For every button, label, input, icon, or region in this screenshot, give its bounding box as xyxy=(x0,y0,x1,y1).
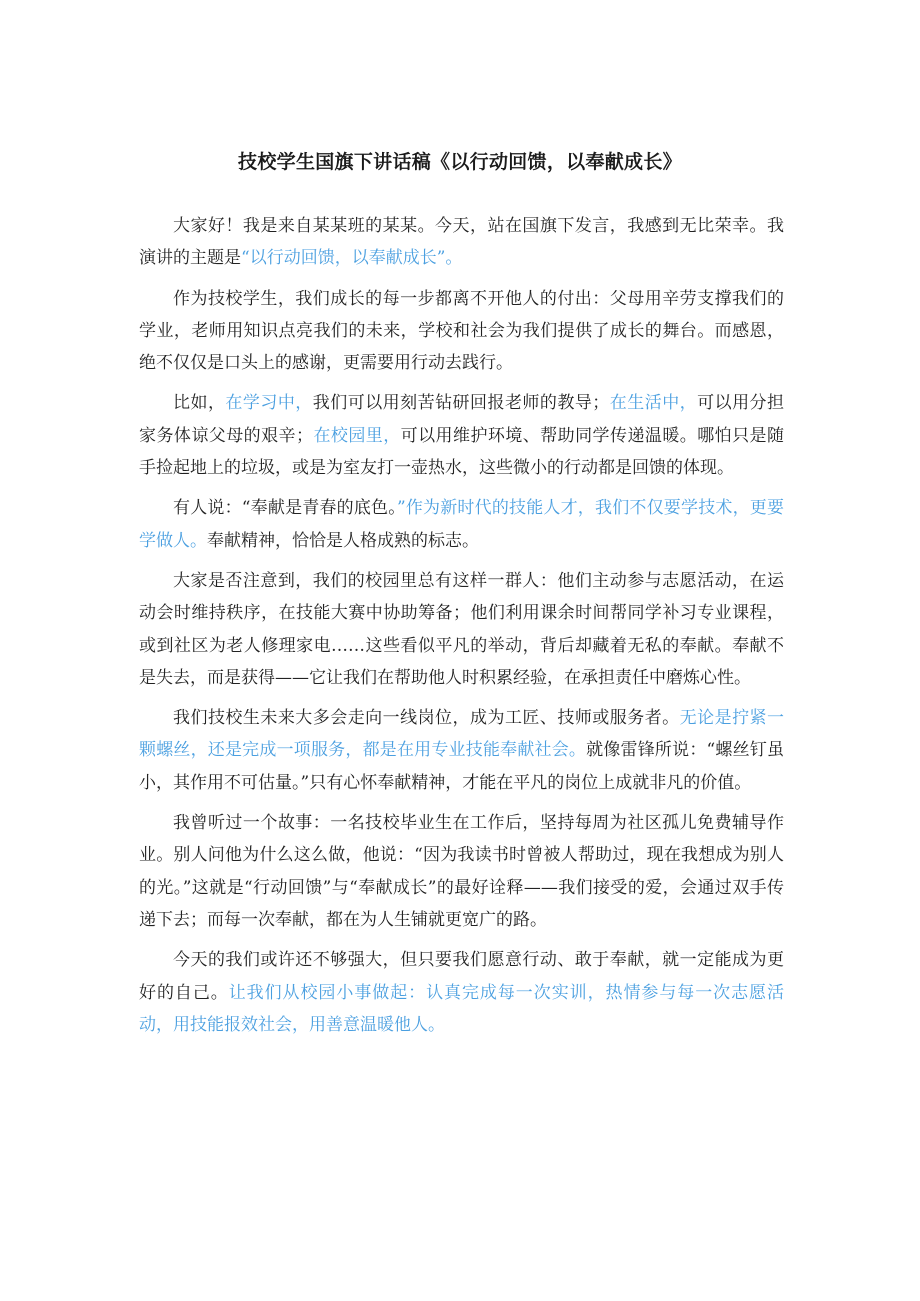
text-run: 大家是否注意到，我们的校园里总有这样一群人：他们主动参与志愿活动，在运动会时维持秩序，在技能大赛中协助筹备；他们利用课余时间帮同学补习专业课程，或到社区为老人修理家电……这些看似平凡的举动，背后却藏着无私的奉献。奉献不是失去，而是获得——它让我们在帮助他人时积累经验，在承担责任中磨炼心性。 xyxy=(139,570,784,688)
paragraph xyxy=(139,210,784,275)
highlighted-text: 在校园里， xyxy=(313,425,401,446)
paragraph xyxy=(139,492,784,557)
text-run: 奉献精神，恰恰是人格成熟的标志。 xyxy=(207,530,479,551)
text-run: 就像雷锋所说：“螺丝钉虽小，其作用不可估量。”只有心怀奉献精神，才能在平凡的岗位上成就非凡的价值。 xyxy=(139,740,785,793)
highlighted-text: 在学习中， xyxy=(225,393,313,414)
document-body xyxy=(139,210,784,1049)
highlighted-text: 让我们从校园小事做起：认真完成每一次实训，热情参与每一次志愿活动，用技能报效社会，用善意温暖他人。 xyxy=(139,982,785,1035)
highlighted-text: 无论是拧紧一颗螺丝，还是完成一项服务，都是在用专业技能奉献社会。 xyxy=(139,708,785,761)
text-run: 我们技校生未来大多会走向一线岗位，成为工匠、技师或服务者。 xyxy=(173,708,680,729)
highlighted-text: ”作为新时代的技能人才，我们不仅要学技术，更要学做人。 xyxy=(139,498,784,551)
text-run: 今天的我们或许还不够强大，但只要我们愿意行动、敢于奉献，就一定能成为更好的自己。 xyxy=(139,950,784,1003)
text-run: 可以用维护环境、帮助同学传递温暖。哪怕只是随手捡起地上的垃圾，或是为室友打一壶热水，这些微小的行动都是回馈的体现。 xyxy=(139,425,785,479)
paragraph xyxy=(139,944,784,1041)
text-run: 我们可以用刻苦钻研回报老师的教导； xyxy=(312,393,610,414)
text-run: 作为技校学生，我们成长的每一步都离不开他人的付出：父母用辛劳支撑我们的学业，老师用知识点亮我们的未来，学校和社会为我们提供了成长的舞台。而感恩，绝不仅仅是口头上的感谢，更需要用行动去践行。 xyxy=(139,288,784,374)
highlighted-text: “以行动回馈，以奉献成长”。 xyxy=(241,248,463,269)
text-run: 比如， xyxy=(173,393,226,414)
text-run: 大家好！我是来自某某班的某某。今天，站在国旗下发言，我感到无比荣幸。我演讲的主题是 xyxy=(139,216,784,269)
text-run: 有人说：“奉献是青春的底色。 xyxy=(173,498,397,519)
document-title: 技校学生国旗下讲话稿《以行动回馈，以奉献成长》 xyxy=(238,151,682,173)
paragraph xyxy=(139,702,784,799)
paragraph xyxy=(139,283,784,380)
text-run: 我曾听过一个故事：一名技校毕业生在工作后，坚持每周为社区孤儿免费辅导作业。别人问他为什么这么做，他说：“因为我读书时曾被人帮助过，现在我想成为别人的光。”这就是“行动回馈”与“奉献成长”的最好诠释——我们接受的爱，会通过双手传递下去；而每一次奉献，都在为人生铺就更宽广的路。 xyxy=(139,813,784,930)
paragraph xyxy=(139,565,784,694)
paragraph xyxy=(139,807,784,936)
text-run: 可以用分担家务体谅父母的艰辛； xyxy=(139,393,785,446)
paragraph xyxy=(139,387,784,484)
highlighted-text: 在生活中， xyxy=(609,393,698,414)
